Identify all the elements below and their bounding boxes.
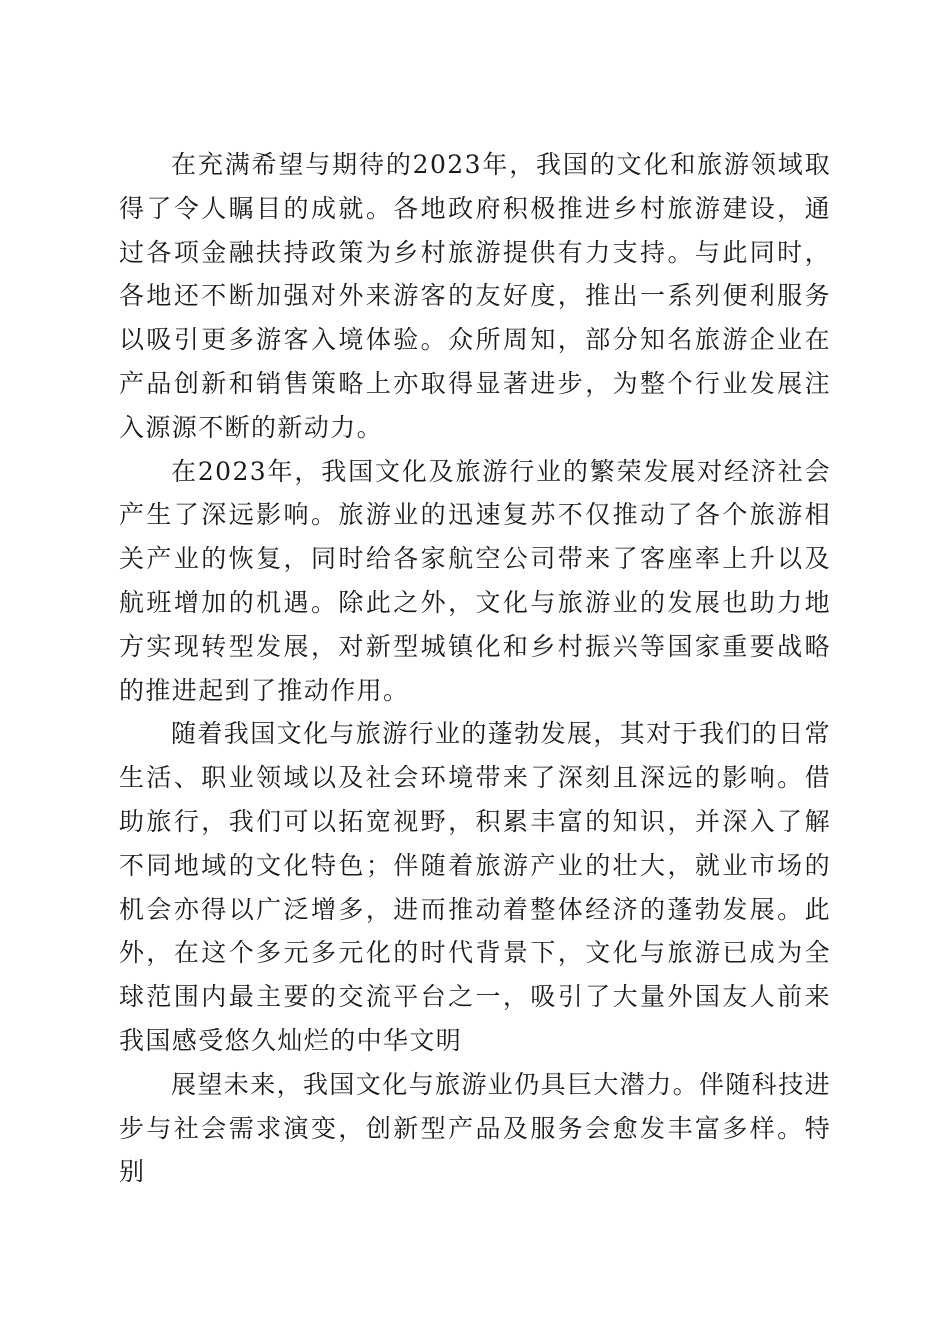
paragraph-4: 展望未来，我国文化与旅游业仍具巨大潜力。伴随科技进步与社会需求演变，创新型产品及服务会愈发丰富多样。特别 [119, 1069, 832, 1187]
paragraph-1: 在充满希望与期待的2023年，我国的文化和旅游领域取得了令人瞩目的成就。各地政府积极推进乡村旅游建设，通过各项金融扶持政策为乡村旅游提供有力支持。与此同时，各地还不断加强对外来游客的友好度，推出一系列便利服务以吸引更多游客入境体验。众所周知，部分知名旅游企业在产品创新和销售策略上亦取得显著进步，为整个行业发展注入源源不断的新动力。 [119, 150, 831, 442]
paragraph-3: 随着我国文化与旅游行业的蓬勃发展，其对于我们的日常生活、职业领域以及社会环境带来了深刻且深远的影响。借助旅行，我们可以拓宽视野，积累丰富的知识，并深入了解不同地域的文化特色；伴随着旅游产业的壮大，就业市场的机会亦得以广泛增多，进而推动着整体经济的蓬勃发展。此外，在这个多元多元化的时代背景下，文化与旅游已成为全球范围内最主要的交流平台之一，吸引了大量外国友人前来我国感受悠久灿烂的中华文明 [119, 719, 832, 1055]
document-body [119, 143, 831, 1194]
paragraph-2: 在2023年，我国文化及旅游行业的繁荣发展对经济社会产生了深远影响。旅游业的迅速复苏不仅推动了各个旅游相关产业的恢复，同时给各家航空公司带来了客座率上升以及航班增加的机遇。除此之外，文化与旅游业的发展也助力地方实现转型发展，对新型城镇化和乡村振兴等国家重要战略的推进起到了推动作用。 [119, 456, 831, 705]
